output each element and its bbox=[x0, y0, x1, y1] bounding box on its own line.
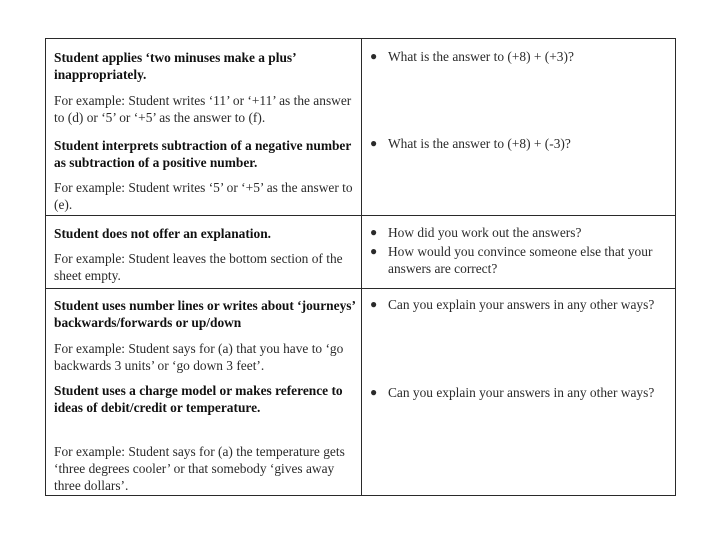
bullet-icon: ● bbox=[370, 244, 378, 258]
issue-heading: Student uses number lines or writes about ‘journeys’ backwards/forwards or up/down bbox=[54, 298, 355, 330]
issue-heading: Student interprets subtraction of a negative number as subtraction of a positive number. bbox=[54, 138, 352, 170]
issue-heading: Student does not offer an explanation. bbox=[54, 226, 272, 241]
question-text: What is the answer to (+8) + (+3)? bbox=[388, 49, 574, 64]
table-row bbox=[46, 39, 675, 215]
feedback-table bbox=[45, 38, 676, 496]
issue-example: For example: Student writes ‘5’ or ‘+5’ as the answer to (e). bbox=[54, 180, 353, 212]
question-cell bbox=[362, 39, 675, 215]
question-cell bbox=[362, 216, 675, 289]
question-item bbox=[370, 224, 670, 241]
question-text: How would you convince someone else that your answers are correct? bbox=[388, 244, 653, 276]
question-text: What is the answer to (+8) + (-3)? bbox=[388, 136, 571, 151]
question-item bbox=[370, 243, 670, 277]
table-row bbox=[46, 288, 675, 496]
question-item bbox=[370, 296, 670, 313]
bullet-icon: ● bbox=[370, 49, 378, 63]
issue-heading: Student uses a charge model or makes reference to ideas of debit/credit or temperature. bbox=[54, 383, 343, 415]
issue-cell bbox=[46, 39, 361, 215]
issue-example: For example: Student leaves the bottom section of the sheet empty. bbox=[54, 251, 343, 283]
issue-cell bbox=[46, 289, 361, 496]
issue-example: For example: Student says for (a) that you have to ‘go backwards 3 units’ or ‘go down 3 feet’. bbox=[54, 341, 344, 373]
bullet-icon: ● bbox=[370, 297, 378, 311]
bullet-icon: ● bbox=[370, 136, 378, 150]
issue-example: For example: Student writes ‘11’ or ‘+11’ as the answer to (d) or ‘5’ or ‘+5’ as the answer to (f). bbox=[54, 93, 352, 125]
bullet-icon: ● bbox=[370, 385, 378, 399]
question-cell bbox=[362, 289, 675, 496]
question-item bbox=[370, 48, 670, 65]
question-text: Can you explain your answers in any other ways? bbox=[388, 297, 655, 312]
issue-heading: Student applies ‘two minuses make a plus’ inappropriately. bbox=[54, 50, 296, 82]
question-item bbox=[370, 135, 670, 152]
issue-example: For example: Student says for (a) the temperature gets ‘three degrees cooler’ or that somebody ‘gives away three dollars’. bbox=[54, 444, 345, 493]
bullet-icon: ● bbox=[370, 225, 378, 239]
table-row bbox=[46, 215, 675, 289]
question-text: Can you explain your answers in any other ways? bbox=[388, 385, 655, 400]
issue-cell bbox=[46, 216, 361, 289]
question-item bbox=[370, 384, 670, 401]
question-text: How did you work out the answers? bbox=[388, 225, 582, 240]
